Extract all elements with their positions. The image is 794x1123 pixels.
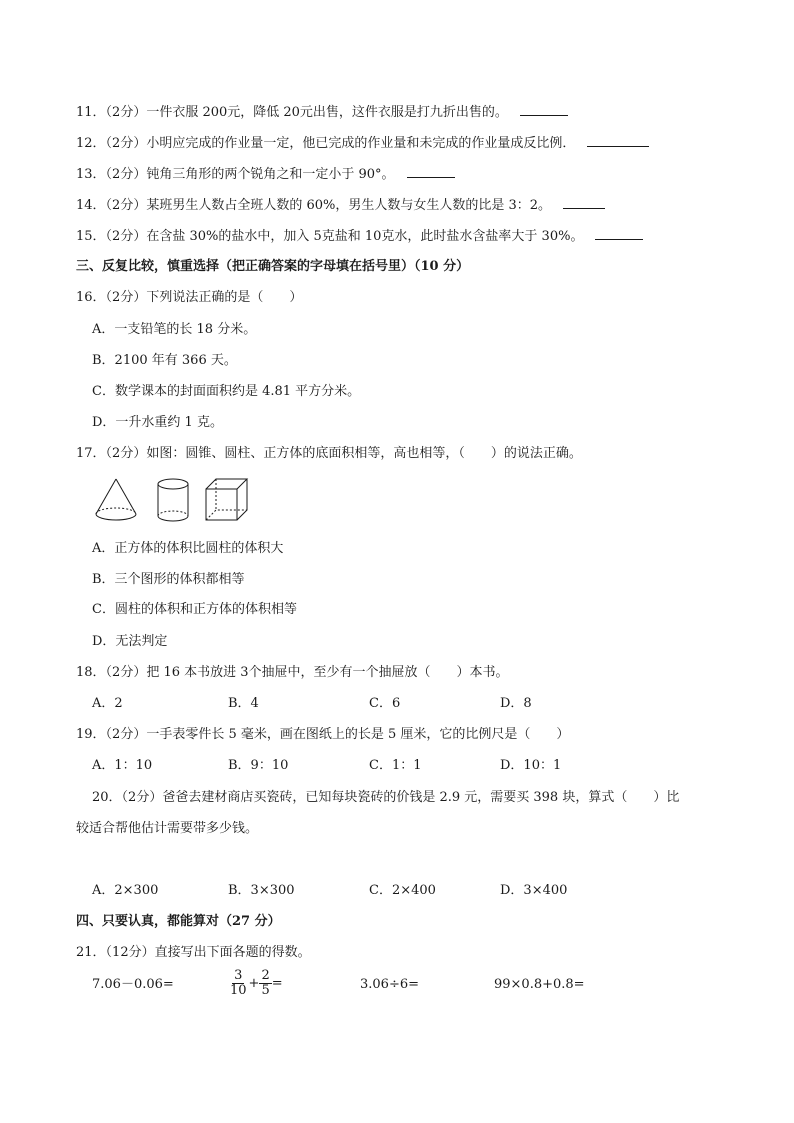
question-13-text: 13．（2分）钝角三角形的两个锐角之和一定小于 90°。 [76, 167, 395, 182]
answer-blank[interactable] [520, 103, 568, 116]
question-20-line-1: 20．（2分）爸爸去建材商店买瓷砖，已知每块瓷砖的价钱是 2.9 元，需要买 398 块，算式（ ）比 [92, 790, 680, 805]
q17-option-c[interactable]: C．圆柱的体积和正方体的体积相等 [92, 602, 297, 617]
cylinder-icon [156, 477, 192, 525]
question-18-text: 18．（2分）把 16 本书放进 3个抽屉中，至少有一个抽屉放（ ）本书。 [76, 665, 509, 680]
question-20-line-2: 较适合帮他估计需要带多少钱。 [76, 821, 259, 836]
question-13 [76, 165, 455, 184]
answer-blank[interactable] [587, 134, 649, 147]
q16-option-a[interactable]: A．一支铅笔的长 18 分米。 [92, 322, 257, 337]
question-21-text: 21．（12分）直接写出下面各题的得数。 [76, 945, 311, 960]
question-17-text: 17．（2分）如图：圆锥、圆柱、正方体的底面积相等，高也相等，（ ）的说法正确。 [76, 446, 582, 461]
q20-option-d[interactable]: D．3×400 [500, 883, 568, 898]
q19-option-c[interactable]: C．1：1 [369, 758, 422, 773]
question-14-text: 14．（2分）某班男生人数占全班人数的 60%，男生人数与女生人数的比是 3：2。 [76, 198, 552, 213]
answer-blank[interactable] [407, 165, 455, 178]
q17-option-d[interactable]: D．无法判定 [92, 634, 168, 649]
section-heading-4: 四、只要认真，都能算对（27 分） [76, 914, 281, 929]
q21-expression-4: 99×0.8+0.8= [494, 977, 585, 992]
q19-option-a[interactable]: A．1：10 [92, 758, 153, 773]
q18-option-b[interactable]: B．4 [228, 696, 259, 711]
question-11 [76, 103, 568, 122]
question-11-text: 11．（2分）一件衣服 200元，降低 20元出售，这件衣服是打九折出售的。 [76, 105, 508, 120]
q16-option-d[interactable]: D．一升水重约 1 克。 [92, 415, 223, 430]
q17-option-b[interactable]: B．三个图形的体积都相等 [92, 572, 245, 587]
question-15 [76, 227, 643, 246]
section-heading-3: 三、反复比较，慎重选择（把正确答案的字母填在括号里）（10 分） [76, 259, 470, 274]
fraction-denominator: 10 [230, 983, 247, 998]
answer-blank[interactable] [595, 227, 643, 240]
plus-operator: + [248, 976, 260, 991]
cone-icon [94, 477, 140, 523]
equals-sign: = [271, 976, 283, 991]
fraction-denominator: 5 [261, 983, 270, 998]
question-12-text: 12．（2分）小明应完成的作业量一定，他已完成的作业量和未完成的作业量成反比例． [76, 136, 576, 151]
cube-icon [203, 477, 249, 523]
q16-option-c[interactable]: C．数学课本的封面面积约是 4.81 平方分米。 [92, 384, 361, 399]
q16-option-b[interactable]: B．2100 年有 366 天。 [92, 353, 237, 368]
q21-expression-3: 3.06÷6= [360, 977, 420, 992]
q18-option-c[interactable]: C．6 [369, 696, 401, 711]
question-15-text: 15．（2分）在含盐 30%的盐水中，加入 5克盐和 10克水，此时盐水含盐率大于 30%。 [76, 229, 584, 244]
q19-option-d[interactable]: D．10：1 [500, 758, 562, 773]
question-14 [76, 196, 605, 215]
fraction [259, 969, 271, 998]
q18-option-d[interactable]: D．8 [500, 696, 532, 711]
fraction-numerator: 3 [234, 968, 243, 983]
q21-expression-2 [228, 969, 283, 998]
q20-option-c[interactable]: C．2×400 [369, 883, 436, 898]
q19-option-b[interactable]: B．9：10 [228, 758, 289, 773]
q18-option-a[interactable]: A．2 [92, 696, 123, 711]
question-16-text: 16．（2分）下列说法正确的是（ ） [76, 290, 303, 305]
fraction-numerator: 2 [261, 968, 270, 983]
q17-option-a[interactable]: A．正方体的体积比圆柱的体积大 [92, 541, 284, 556]
answer-blank[interactable] [563, 196, 605, 209]
question-12 [76, 134, 649, 153]
question-19-text: 19．（2分）一手表零件长 5 毫米，画在图纸上的长是 5 厘米，它的比例尺是（ ） [76, 727, 570, 742]
q21-expression-1: 7.06－0.06= [92, 977, 174, 992]
q20-option-b[interactable]: B．3×300 [228, 883, 295, 898]
fraction [228, 969, 249, 998]
q20-option-a[interactable]: A．2×300 [92, 883, 159, 898]
